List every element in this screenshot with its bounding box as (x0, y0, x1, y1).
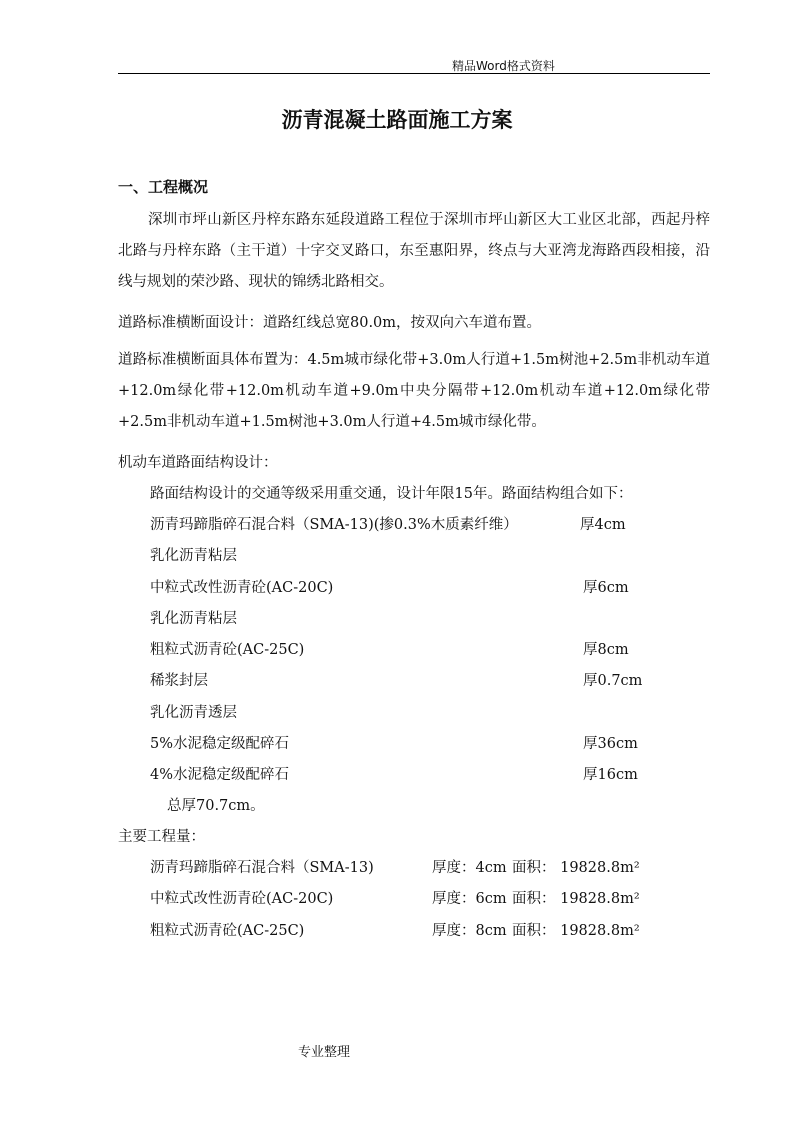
header-rule (118, 73, 710, 74)
structure-intro: 路面结构设计的交通等级采用重交通，设计年限15年。路面结构组合如下： (150, 486, 633, 502)
layer-name: 沥青玛蹄脂碎石混合料（SMA-13)(掺0.3%木质素纤维） (150, 517, 518, 533)
quantity-thickness: 厚度：6cm (432, 891, 507, 907)
layer-name: 稀浆封层 (150, 673, 208, 689)
layer-thickness: 厚36cm (583, 736, 638, 752)
layer-name: 乳化沥青粘层 (150, 611, 237, 627)
layer-name: 中粒式改性沥青砼(AC-20C) (150, 580, 334, 596)
total-thickness: 总厚70.7cm。 (167, 798, 265, 814)
layer-thickness: 厚6cm (583, 580, 629, 596)
cross-section-design: 道路标准横断面设计：道路红线总宽80.0m，按双向六车道布置。 (118, 315, 542, 331)
quantity-area: 面积： 19828.8m² (512, 923, 640, 939)
quantity-name: 中粒式改性沥青砼(AC-20C) (150, 891, 334, 907)
quantity-area: 面积： 19828.8m² (512, 891, 640, 907)
layer-name: 5%水泥稳定级配碎石 (150, 736, 290, 752)
layer-thickness: 厚4cm (580, 517, 626, 533)
quantity-thickness: 厚度：8cm (432, 923, 507, 939)
section-heading-overview: 一、工程概况 (118, 178, 209, 196)
quantities-heading: 主要工程量： (118, 829, 205, 845)
layer-thickness: 厚16cm (583, 767, 638, 783)
layer-thickness: 厚8cm (583, 642, 629, 658)
quantity-name: 粗粒式沥青砼(AC-25C) (150, 923, 305, 939)
quantity-name: 沥青玛蹄脂碎石混合料（SMA-13) (150, 860, 374, 876)
cross-section-layout: 道路标准横断面具体布置为：4.5m城市绿化带+3.0m人行道+1.5m树池+2.5m非机动车道+12.0m绿化带+12.0m机动车道+9.0m中央分隔带+12.0m机动车道+12.0m绿化带+2.5m非机动车道+1.5m树池+3.0m人行道+4.5m城市绿化带。 (118, 352, 710, 430)
quantity-area: 面积： 19828.8m² (512, 860, 640, 876)
layer-name: 乳化沥青透层 (150, 705, 237, 721)
layer-thickness: 厚0.7cm (583, 673, 643, 689)
layer-name: 粗粒式沥青砼(AC-25C) (150, 642, 305, 658)
overview-paragraph: 深圳市坪山新区丹梓东路东延段道路工程位于深圳市坪山新区大工业区北部，西起丹梓北路与丹梓东路（主干道）十字交叉路口，东至惠阳界，终点与大亚湾龙海路西段相接，沿线与规划的荣沙路、现状的锦绣北路相交。 (118, 212, 710, 290)
page-header: 精品Word格式资料 (452, 59, 555, 73)
page-footer: 专业整理 (298, 1045, 351, 1060)
layer-name: 乳化沥青粘层 (150, 548, 237, 564)
quantity-thickness: 厚度：4cm (432, 860, 507, 876)
document-title: 沥青混凝土路面施工方案 (281, 107, 513, 132)
layer-name: 4%水泥稳定级配碎石 (150, 767, 290, 783)
structure-heading: 机动车道路面结构设计： (118, 455, 278, 471)
